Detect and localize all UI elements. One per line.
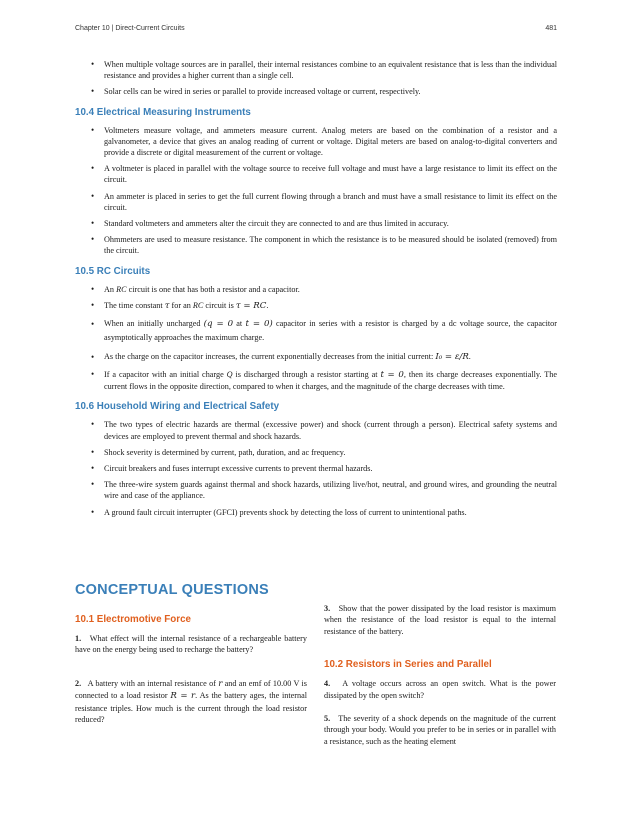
list-item: • An RC circuit is one that has both a resistor and a capacitor.: [75, 284, 557, 295]
section-10-5-list: [75, 284, 557, 393]
section-10-4-list: [75, 125, 557, 257]
question-5: 5. The severity of a shock depends on the magnitude of the current through your body. Would you prefer to be in series or in parallel with a resistance, such as the heating element: [324, 714, 556, 746]
list-item: • Voltmeters measure voltage, and ammeters measure current. Analog meters are based on the combination of a resistor and a galvanometer, a device that gives an analog reading of current or voltage. Digital meters are based on analog-to-digital converters and provide a discrete or digital measurement of the current or voltage.: [75, 125, 557, 159]
subsection-heading-10-1: 10.1 Electromotive Force: [75, 614, 191, 625]
list-item: • As the charge on the capacitor increases, the current exponentially decreases from the initial current: I₀ = ε/R.: [75, 350, 557, 364]
section-heading-10-6: 10.6 Household Wiring and Electrical Safety: [75, 401, 280, 413]
list-item: • When an initially uncharged (q = 0 at t = 0) capacitor in series with a resistor is charged by a dc voltage source, the capacitor asymptotically approaches the maximum charge.: [75, 317, 557, 345]
list-item: • Ohmmeters are used to measure resistance. The component in which the resistance is to be measured should be isolated (removed) from the circuit.: [75, 234, 557, 256]
intro-bullet-list: [75, 59, 557, 98]
list-item: • When multiple voltage sources are in parallel, their internal resistances combine to an equivalent resistance that is less than the individual resistance and provides a higher current than a single cell.: [75, 59, 557, 81]
list-item: • Solar cells can be wired in series or parallel to provide increased voltage or current, respectively.: [75, 86, 557, 97]
page-number: 481: [545, 25, 557, 32]
list-item: • Standard voltmeters and ammeters alter the circuit they are connected to and are thus limited in accuracy.: [75, 218, 557, 229]
summary-content: [75, 59, 557, 523]
questions-left-column: [75, 614, 307, 737]
section-heading-10-5: 10.5 RC Circuits: [75, 265, 151, 277]
chapter-label: Chapter 10 | Direct-Current Circuits: [75, 25, 185, 32]
list-item: • The time constant τ for an RC circuit is τ = RC.: [75, 300, 557, 312]
list-item: • Shock severity is determined by current, path, duration, and ac frequency.: [75, 447, 557, 458]
list-item: • Circuit breakers and fuses interrupt excessive currents to prevent thermal hazards.: [75, 463, 557, 474]
question-3: 3. Show that the power dissipated by the load resistor is maximum when the resistance of the load resistor is equal to the internal resistance of the battery.: [324, 604, 556, 636]
question-4: 4. A voltage occurs across an open switch. What is the power dissipated by the open switch?: [324, 679, 556, 700]
section-heading-10-4: 10.4 Electrical Measuring Instruments: [75, 106, 251, 118]
question-1: 1. What effect will the internal resistance of a rechargeable battery have on the energy being used to recharge the battery?: [75, 634, 308, 655]
question-2: 2. A battery with an internal resistance of r and an emf of 10.00 V is connected to a load resistor R = r. As the battery ages, the internal resistance triples. How much is the current through the load resistor reduced?: [75, 678, 308, 725]
questions-right-column: [324, 603, 556, 759]
section-10-6-list: [75, 419, 557, 517]
list-item: • An ammeter is placed in series to get the full current flowing through a branch and must have a small resistance to limit its effect on the circuit.: [75, 191, 557, 213]
subsection-heading-10-2: 10.2 Resistors in Series and Parallel: [324, 659, 492, 671]
list-item: • The two types of electric hazards are thermal (excessive power) and shock (current through a person). Electrical safety systems and devices are employed to prevent thermal and shock hazards.: [75, 419, 557, 441]
page-header: [75, 25, 557, 32]
list-item: • The three-wire system guards against thermal and shock hazards, utilizing live/hot, neutral, and ground wires, and grounding the neutral wire and case of the appliance.: [75, 479, 557, 501]
conceptual-questions-title: CONCEPTUAL QUESTIONS: [75, 582, 269, 598]
list-item: • A ground fault circuit interrupter (GFCI) prevents shock by detecting the loss of current to unintentional paths.: [75, 507, 557, 518]
list-item: • A voltmeter is placed in parallel with the voltage source to receive full voltage and must have a large resistance to limit its effect on the circuit.: [75, 163, 557, 185]
list-item: • If a capacitor with an initial charge Q is discharged through a resistor starting at t = 0, then its charge decreases exponentially. The current flows in the opposite direction, compared to when it charges, and the magnitude of the charge decreases with time.: [75, 369, 557, 392]
